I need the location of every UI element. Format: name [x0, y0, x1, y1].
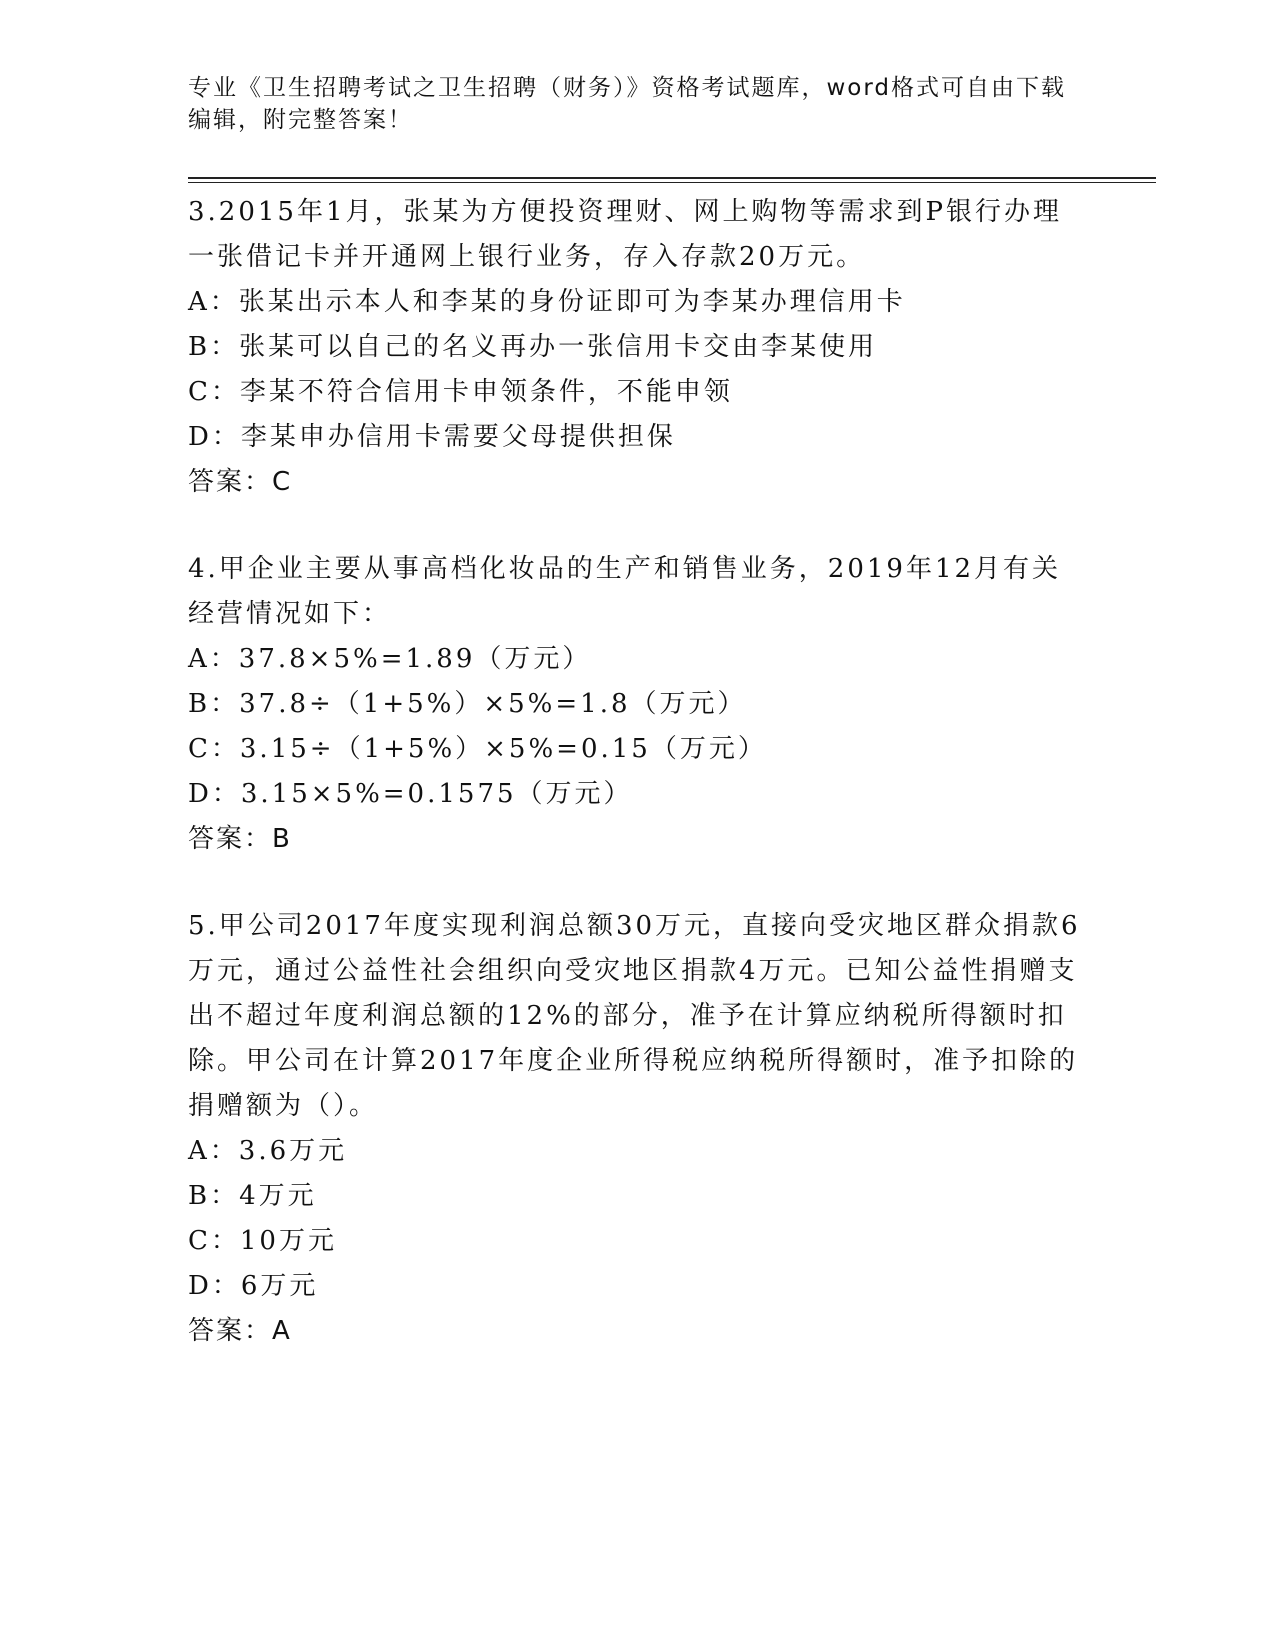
option-a: A：37.8×5%=1.89（万元）	[188, 644, 592, 674]
option-list	[188, 280, 1088, 460]
header-divider-thick	[188, 177, 1156, 179]
question-stem: 3.2015年1月，张某为方便投资理财、网上购物等需求到P银行办理一张借记卡并开通网上银行业务，存入存款20万元。	[188, 197, 1063, 272]
option-c: C：李某不符合信用卡申领条件，不能申领	[188, 377, 733, 407]
question-4	[188, 547, 1088, 862]
document-header: 专业《卫生招聘考试之卫生招聘（财务）》资格考试题库，word格式可自由下载编辑，附完整答案！	[188, 75, 1067, 133]
option-a: A：张某出示本人和李某的身份证即可为李某办理信用卡	[188, 287, 906, 317]
option-c: C：10万元	[188, 1226, 337, 1256]
option-c: C：3.15÷（1+5%）×5%=0.15（万元）	[188, 734, 767, 764]
option-b: B：张某可以自己的名义再办一张信用卡交由李某使用	[188, 332, 878, 362]
question-stem: 5.甲公司2017年度实现利润总额30万元，直接向受灾地区群众捐款6万元，通过公益性社会组织向受灾地区捐款4万元。已知公益性捐赠支出不超过年度利润总额的12%的部分，准予在计算应纳税所得额时扣除。甲公司在计算2017年度企业所得税应纳税所得额时，准予扣除的捐赠额为（）。	[188, 911, 1081, 1121]
header-divider-thin	[188, 182, 1156, 183]
question-list	[188, 190, 1088, 1396]
option-d: D：6万元	[188, 1271, 319, 1301]
answer-line: 答案：A	[188, 1316, 292, 1346]
question-5	[188, 904, 1088, 1354]
question-3	[188, 190, 1088, 505]
answer-line: 答案：B	[188, 824, 292, 854]
answer-line: 答案：C	[188, 467, 293, 497]
option-b: B：37.8÷（1+5%）×5%=1.8（万元）	[188, 689, 747, 719]
option-list	[188, 637, 1088, 817]
option-b: B：4万元	[188, 1181, 317, 1211]
option-d: D：3.15×5%=0.1575（万元）	[188, 779, 633, 809]
question-stem: 4.甲企业主要从事高档化妆品的生产和销售业务，2019年12月有关经营情况如下：	[188, 554, 1062, 629]
option-a: A：3.6万元	[188, 1136, 348, 1166]
option-list	[188, 1129, 1088, 1309]
option-d: D：李某申办信用卡需要父母提供担保	[188, 422, 676, 452]
